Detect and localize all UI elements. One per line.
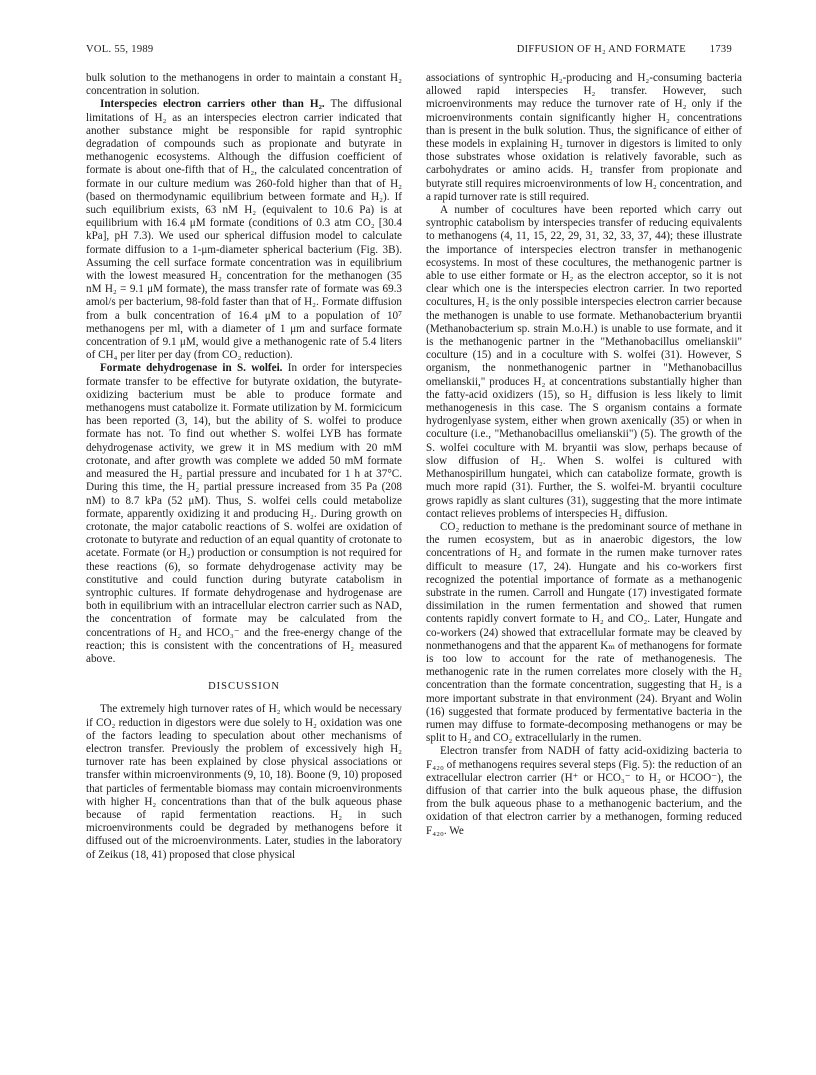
section-heading-formate-dehydrogenase: Formate dehydrogenase in S. wolfei. <box>100 362 283 375</box>
paragraph-electron-transfer: Electron transfer from NADH of fatty acid-oxidizing bacteria to F₄₂₀ of methanogens requires several steps (Fig. 5): the reduction of an extracellular electron carrier (H⁺ or HCO₃⁻ to H₂ or HCOO⁻), the diffusion of that carrier into the bulk aqueous phase, the diffusion from the bulk aqueous phase to a methanogenic bacterium, and the oxidation of that electron carrier by a methanogen, forming reduced F₄₂₀. We <box>426 745 742 837</box>
page-number: 1739 <box>709 44 732 55</box>
paragraph-cocultures: A number of cocultures have been reported which carry out syntrophic catabolism by interspecies transfer of reducing equivalents to methanogens (4, 11, 15, 22, 29, 31, 32, 33, 37, 44); these illustrate the importance of interspecies electron transfer in methanogenic ecosystems. In most of these cocultures, the methanogenic partner is able to use either formate or H₂ as the electron acceptor, so it is not clear which one is the interspecies electron carrier. In two reported cocultures, H₂ is the only possible interspecies electron carrier because the methanogen is unable to use formate. Methanobacterium bryantii (Methanobacterium sp. strain M.o.H.) is unable to use formate, and it is the methanogenic partner in the "Methanobacillus omelianskii" coculture (15) and in a coculture with S. wolfei (31). However, S organism, the nonmethanogenic partner in "Methanobacillus omelianskii," produces H₂ at concentrations substantially higher than the fatty-acid oxidizers (15), so H₂ diffusion is less likely to limit methanogenesis in this case. The S organism contains a formate hydrogenlyase system, either when grown axenically (35) or when in coculture (i.e., "Methanobacillus omelianskii") (5). The growth of the S. wolfei coculture with M. bryantii was slow, perhaps because of slow diffusion of H₂. When S. wolfei is cultured with Methanospirillum hungatei, which can catabolize formate, growth is much more rapid (31). Further, the S. wolfei-M. bryantii coculture grows rapidly as slant cultures (31), suggesting that the more intimate contact relieves problems of interspecies H₂ diffusion. <box>426 204 742 520</box>
running-header <box>86 44 732 60</box>
paragraph-body: The diffusional limitations of H₂ as an interspecies electron carrier indicated that another substance might be responsible for rapid syntrophic degradation of compounds such as propionate and butyrate in methanogenic ecosystems. Although the diffusion coefficient of formate is about one-fifth that of H₂, the calculated concentration of formate in our culture medium was 260-fold higher than that of H₂ (based on thermodynamic equilibrium between formate and H₂). If such equilibrium exists, 63 nM H₂ (equivalent to 10.6 Pa) is at equilibrium with 16.4 μM formate (conditions of 0.3 atm CO₂ [30.4 kPa], pH 7.3). We used our spherical diffusion model to calculate formate diffusion to a 1-μm-diameter spherical bacterium (Fig. 3B). Assuming the cell surface formate concentration was in equilibrium with the lowest measured H₂ concentration for the methanogen (35 nM H₂ = 9.1 μM formate), the mass transfer rate of formate was 69.3 amol/s per bacterium, 98-fold faster than that of H₂. Formate diffusion from a bulk concentration of 16.4 μM to a population of 10⁷ methanogens per ml, with a diameter of 1 μm and surface formate concentration of 9.1 μM, would give a methanogenic rate of 5.4 liters of CH₄ per liter per day (from CO₂ reduction). <box>86 98 402 362</box>
paragraph-rumen: CO₂ reduction to methane is the predominant source of methane in the rumen ecosystem, but as in anaerobic digestors, the low concentrations of H₂ and formate in the rumen make turnover rates difficult to measure (17, 24). Hungate and his co-workers first recognized the potential importance of formate as a methanogenic substrate in the rumen. Carroll and Hungate (17) investigated formate dissimilation in the rumen fermentation and showed that rumen contents rapidly convert formate to H₂ and CO₂. Later, Hungate and co-workers (24) showed that extracellular formate may be cleaved by nonmethanogens and that the apparent Kₘ of methanogens for formate is too low to account for the rate of methanogenesis. The methanogenic rate in the rumen correlates more closely with the H₂ concentration than the formate concentration, suggesting that H₂ is a more important substrate in that environment (24). Bryant and Wolin (16) suggested that formate produced by fermentative bacteria in the rumen may diffuse to formate-decomposing methanogens or may be split to H₂ and CO₂ extracellularly in the rumen. <box>426 520 742 745</box>
right-column <box>426 72 742 838</box>
paragraph-continued: bulk solution to the methanogens in order to maintain a constant H₂ concentration in solution. <box>86 72 402 98</box>
journal-volume: VOL. 55, 1989 <box>86 44 154 55</box>
paragraph-formate-dehydrogenase <box>86 362 402 666</box>
discussion-heading: DISCUSSION <box>208 681 280 693</box>
running-title: DIFFUSION OF H₂ AND FORMATE <box>516 44 686 55</box>
paragraph-body: In order for interspecies formate transfer to be effective for butyrate oxidation, the butyrate-oxidizing bacterium must be able to produce formate and methanogens must catabolize it. Formate utilization by M. formicicum has been reported (3, 14), but the ability of S. wolfei to produce formate has not. To find out whether S. wolfei LYB has formate dehydrogenase activity, we grew it in MS medium with 20 mM crotonate, and after growth was complete we added 50 mM formate and measured the H₂ partial pressure and incubated for 1 h at 37°C. During this time, the H₂ partial pressure increased from 35 Pa (208 nM) to 8.7 kPa (52 μM). Thus, S. wolfei cells could metabolize formate, apparently oxidizing it and producing H₂. During growth on crotonate, the major catabolic reactions of S. wolfei are oxidation of crotonate to butyrate and reduction of an equal quantity of crotonate to acetate. Formate (or H₂) production or consumption is not required for these reactions (6), so formate dehydrogenase activity may be constitutive and could function during butyrate catabolism in syntrophic cultures. If formate dehydrogenase and hydrogenase are both in equilibrium with an intracellular electron carrier such as NAD, the concentration of formate may be calculated from the concentrations of H₂ and HCO₃⁻ and the free-energy change of the reaction; this is consistent with the concentrations of H₂ measured above. <box>86 362 402 665</box>
section-heading-interspecies-carriers: Interspecies electron carriers other than H₂. <box>100 98 325 111</box>
left-column <box>86 72 402 862</box>
paragraph-discussion-1: The extremely high turnover rates of H₂ which would be necessary if CO₂ reduction in digestors were due solely to H₂ oxidation was one of the factors leading to speculation about other mechanisms of electron transfer. Previously the problem of excessively high H₂ turnover rate has been explained by close physical associations or transfer within microenvironments (9, 10, 18). Boone (9, 10) proposed that particles of fermentable biomass may contain microenvironments with higher H₂ concentrations than that of the bulk aqueous phase because of rapid fermentation reactions. H₂ in such microenvironments could be degraded by methanogens before it diffused out of the microenvironments. Later, studies in the laboratory of Zeikus (18, 41) proposed that close physical <box>86 703 402 861</box>
paragraph-interspecies-carriers <box>86 98 402 362</box>
paragraph-continued: associations of syntrophic H₂-producing and H₂-consuming bacteria allowed rapid interspecies H₂ transfer. However, such microenvironments may reduce the turnover rate of H₂ only if the microenvironments contain significantly higher H₂ concentrations than is present in the bulk solution. Thus, the significance of either of these models in explaining H₂ turnover in digestors is limited to only those substrates whose oxidation is relatively favorable, such as carbohydrates or amino acids. H₂ transfer from propionate and butyrate still requires microenvironments of low H₂ concentration, and a rapid turnover rate is still required. <box>426 72 742 203</box>
